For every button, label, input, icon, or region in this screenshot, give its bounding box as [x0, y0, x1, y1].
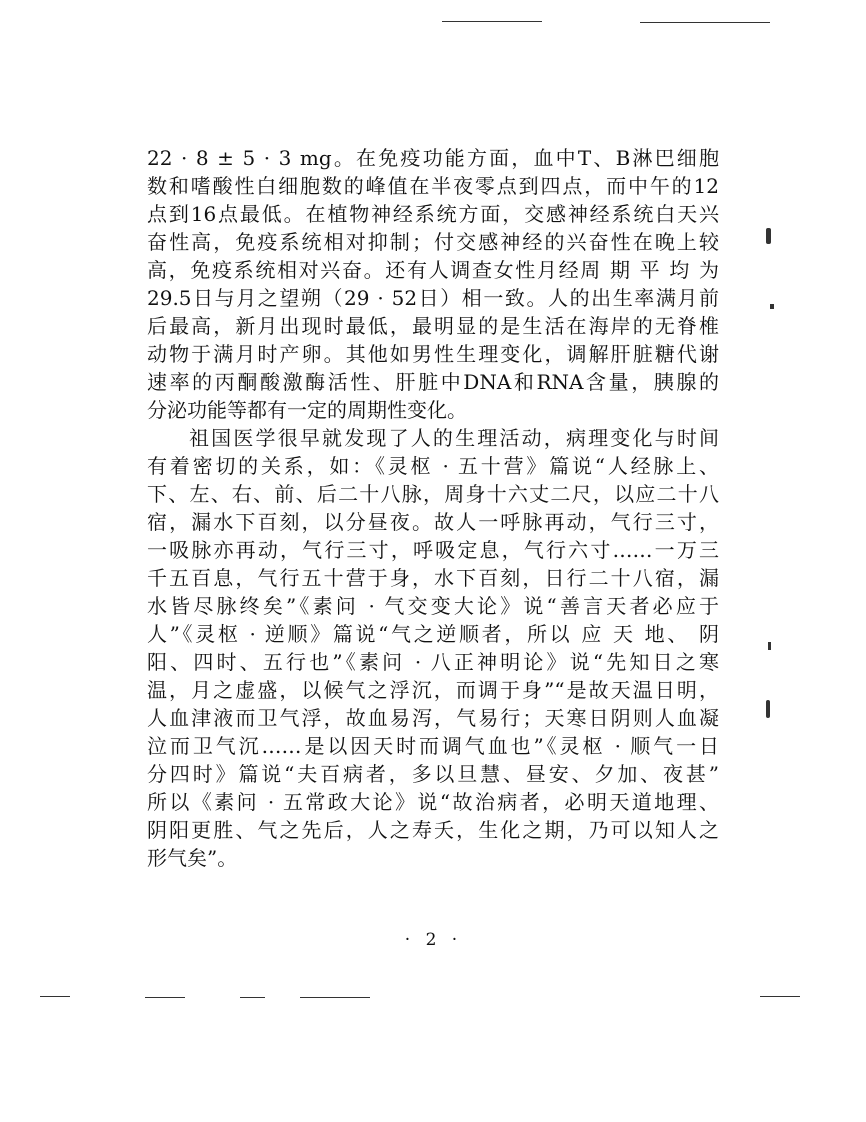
scan-artifact-top-line [640, 22, 770, 23]
text-line: 29.5日与月之望朔（29 · 52日）相一致。人的出生率满月前 [147, 286, 719, 310]
text-line: 22 · 8 ± 5 · 3 mg。在免疫功能方面，血中T、B淋巴细胞 [147, 146, 719, 170]
paragraph-2 [147, 424, 719, 872]
text-line: 高，免疫系统相对兴奋。还有人调查女性月经周 期 平 均 为 [147, 258, 719, 282]
text-line: 所以《素问 · 五常政大论》说“故治病者，必明天道地理、 [147, 790, 719, 814]
scan-artifact-mark [766, 228, 771, 244]
scan-artifact-mark [766, 700, 770, 718]
page-number: · 2 · [404, 930, 458, 950]
text-line: 后最高，新月出现时最低，最明显的是生活在海岸的无脊椎 [147, 314, 719, 338]
text-line: 阴阳更胜、气之先后，人之寿夭，生化之期，乃可以知人之 [147, 818, 719, 842]
text-line: 动物于满月时产卵。其他如男性生理变化，调解肝脏糖代谢 [147, 342, 719, 366]
scan-artifact-bottom-line [300, 997, 370, 998]
text-line: 一吸脉亦再动，气行三寸，呼吸定息，气行六寸……一万三 [147, 538, 719, 562]
scan-artifact-top-line [442, 21, 542, 22]
text-line: 泣而卫气沉……是以因天时而调气血也”《灵枢 · 顺气一日 [147, 734, 719, 758]
text-line: 千五百息，气行五十营于身，水下百刻，日行二十八宿，漏 [147, 566, 719, 590]
scan-artifact-mark [770, 304, 774, 309]
text-line: 形气矣”。 [147, 846, 238, 870]
paragraph-1 [147, 144, 719, 424]
text-line: 有着密切的关系，如：《灵枢 · 五十营》篇说“人经脉上、 [147, 454, 719, 478]
text-line: 分泌功能等都有一定的周期性变化。 [147, 398, 467, 422]
text-line: 数和嗜酸性白细胞数的峰值在半夜零点到四点，而中午的12 [147, 174, 719, 198]
scan-artifact-mark [768, 642, 771, 650]
scan-artifact-bottom-line [145, 997, 185, 998]
text-line: 宿，漏水下百刻，以分昼夜。故人一呼脉再动，气行三寸， [147, 510, 719, 534]
text-line: 点到16点最低。在植物神经系统方面，交感神经系统白天兴 [147, 202, 719, 226]
text-line: 分四时》篇说“夫百病者，多以旦慧、昼安、夕加、夜甚” [147, 762, 719, 786]
text-line: 温，月之虚盛，以候气之浮沉，而调于身”“是故天温日明， [147, 678, 719, 702]
scan-artifact-bottom-line [760, 996, 800, 997]
text-line: 水皆尽脉终矣”《素问 · 气交变大论》说“善言天者必应于 [147, 594, 719, 618]
text-line: 速率的丙酮酸激酶活性、肝脏中DNA和RNA含量，胰腺的 [147, 370, 719, 394]
text-line: 祖国医学很早就发现了人的生理活动，病理变化与时间 [189, 426, 719, 450]
scan-artifact-bottom-line [40, 996, 70, 997]
text-line: 人血津液而卫气浮，故血易泻，气易行；天寒日阴则人血凝 [147, 706, 719, 730]
scan-artifact-bottom-line [240, 997, 265, 998]
text-line: 下、左、右、前、后二十八脉，周身十六丈二尺，以应二十八 [147, 482, 719, 506]
text-line: 奋性高，免疫系统相对抑制；付交感神经的兴奋性在晚上较 [147, 230, 719, 254]
document-body [147, 144, 719, 872]
text-line: 阳、四时、五行也”《素问 · 八正神明论》说“先知日之寒 [147, 650, 719, 674]
text-line: 人”《灵枢 · 逆顺》篇说“气之逆顺者，所以 应 天 地、 阴 [147, 622, 719, 646]
